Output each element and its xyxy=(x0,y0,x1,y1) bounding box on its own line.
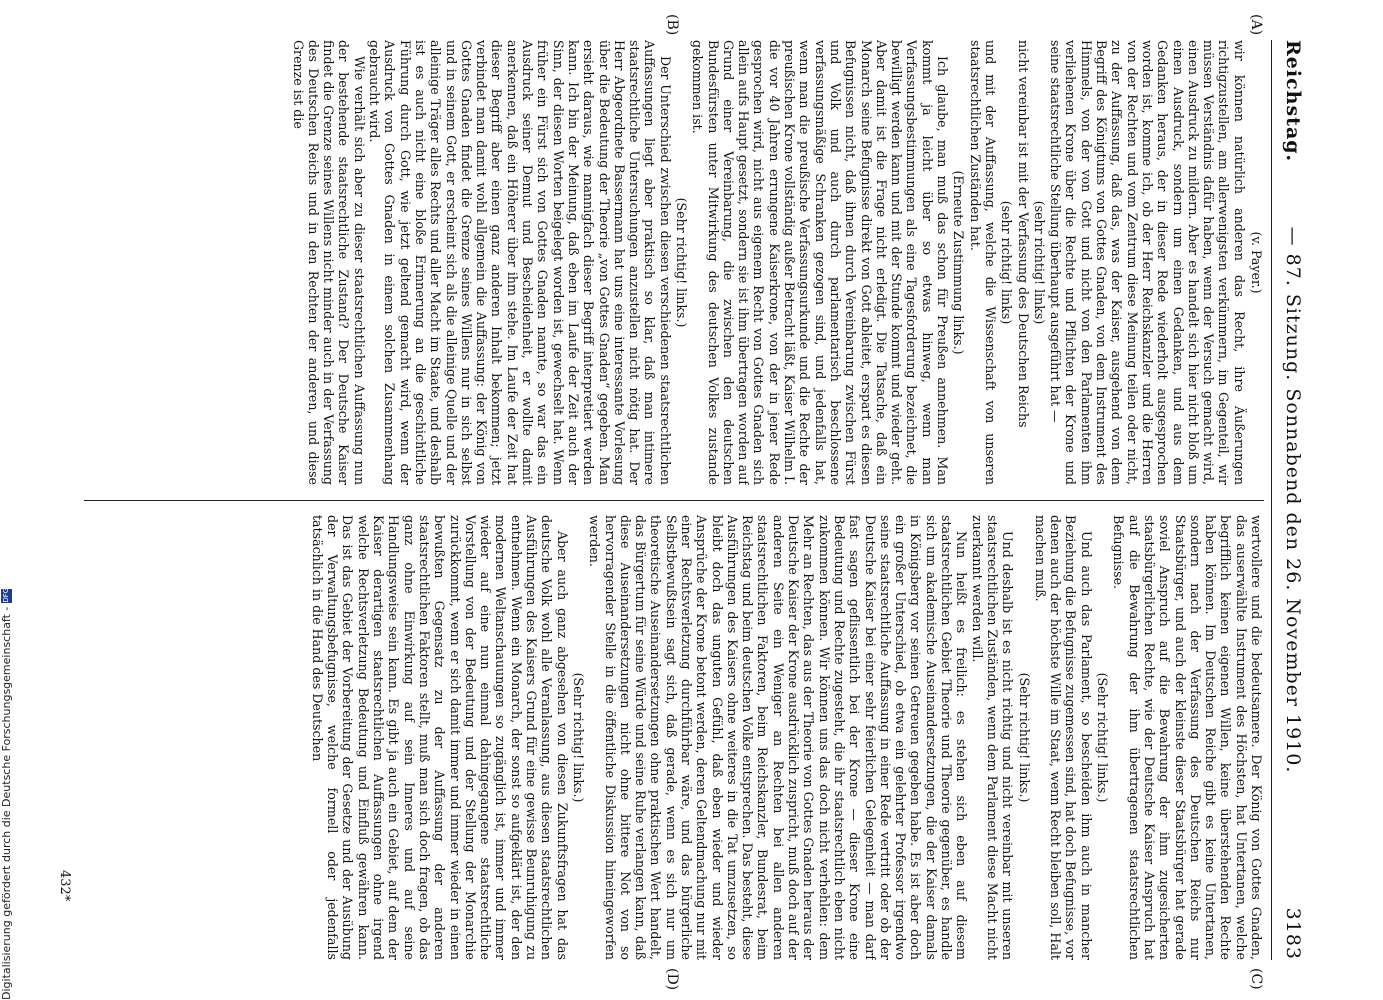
digitization-credit xyxy=(0,589,13,1000)
speaker-label: (v. Payer.) xyxy=(1249,231,1264,294)
paragraph: nicht vereinbar ist mit der Verfassung des Deutschen Reichs xyxy=(1015,40,1031,428)
interjection: (Erneute Zustimmung links.) xyxy=(951,170,967,355)
margin-marker-c: (C) xyxy=(1248,968,1264,990)
paragraph: Nun heißt es freilich: es stehen sich eben auf diesem staatsrechtlichen Gebiet Theorie und Theorie gegenüber, es handle sich um akademische Auseinandersetzungen, die der Kaiser damals in Königsberg vor seinen Getreuen gegeben habe. Es ist aber doch ein großer Unterschied, ob etwa ein gelehrter Professor irgendwo seine staatsrechtliche Auffassung in einer Rede vertritt oder ob der Deutsche Kaiser bei einer sehr feierlichen Gelegenheit — man darf fast sagen geflissentlich bei der Krone — dieser Krone eine Bedeutung und Rechte zugesteht, die ihr staatsrechtlich eben nicht zukommen können. Wir können uns das doch nicht verhehlen: dem Mehr an Rechten, das aus der Theorie von Gottes Gnaden heraus der Deutsche Kaiser der Krone ausdrücklich zuspricht, muß doch auf der anderen Seite ein Weniger an Rechten bei allen anderen staatsrechtlichen Faktoren, beim Reichskanzler, Bundesrat, beim Reichstag und beim deutschen Volke entsprechen. Das besteht, diese Ausführungen des Kaisers ohne weiteres in die Tat umzusetzen, so bleibt doch das unguten Gefühl, daß eben wieder und wieder Ansprüche der Krone betont werden, deren Geltendmachung nur mit einer Rechtsverletzung durchführbar wäre, und das bürgerliche Selbstbewußtsein sagt sich, daß gerade, wenn es sich nur um theoretische Auseinandersetzungen ohne praktischen Wert handelt, das Bürgertum für seine Würde und seine Ruhe verlangen kann, daß diese Auseinandersetzungen nicht ohne bittere Not von so hervorragender Stelle in die öffentliche Diskussion hineingeworfen werden. xyxy=(587,515,970,960)
paragraph: wir können natürlich anderen das Recht, ihre Äußerungen richtigzustellen, am allerwenigsten verkümmern, im Gegenteil, wir müssen Verständnis dafür haben, wenn der Versuch gemacht wird, einen Ausdruck zu mildern. Aber es handelt sich hier nicht bloß um einen Ausdruck, sondern um einen Gedanken, und aus dem Gedanken heraus, der in dieser Rede wiederholt ausgesprochen worden ist, komme ich, ob der Herr Reichskanzler und die Herren von der Rechten und vom Zentrum diese Meinung teilen oder nicht, zu der Auffassung, daß das, was der Kaiser, ausgehend von dem Begriff des Königtums von Gottes Gnaden, von dem Instrument des Himmels, von der von Gott und nicht von den Parlamenten ihm verliehenen Krone über die Rechte und Pflichten der Krone und seine staatsrechtliche Stellung überhaupt ausgeführt hat — xyxy=(1048,40,1247,485)
interjection: (Sehr richtig! links.) xyxy=(1095,672,1111,803)
paragraph: und mit der Auffassung, welche die Wissenschaft von unseren staatsrechtlichen Zuständen hat. xyxy=(967,40,998,485)
margin-marker-a: (A) xyxy=(1248,14,1264,36)
paragraph: Der Unterschied zwischen diesen verschiedenen staatsrechtlichen Auffassungen liegt aber praktisch so klar, daß man intimere staatsrechtliche Untersuchungen anzustellen nicht nötig hat. Der Herr Abgeordnete Bassermann hat uns eine interessante Vorlesung über die Bedeutung der Theorie „von Gottes Gnaden“ gegeben. Man ersieht daraus, wie mannigfach dieser Begriff interpretiert werden kann. Ich bin der Meinung, daß eben im Laufe der Zeit auch der Sinn, der diesen Worten beigelegt worden ist, gewechselt hat. Wenn früher ein Fürst sich von Gottes Gnaden nannte, so war das ein Ausdruck seiner Demut und Bescheidenheit, er wollte damit anerkennen, daß ein Höherer über ihm stehe. Im Laufe der Zeit hat dieser Begriff aber einen ganz anderen Inhalt bekommen; jetzt verbindet man damit wohl allgemein die Auffassung: der König von Gottes Gnaden findet die Grenze seines Willens nur in sich selbst und in seinem Gott, er erscheint sich als die alleinige Quelle und der alleinige Träger alles Rechts und aller Macht im Staate, und deshalb ist es auch nicht eine bloße Erinnerung an die geschichtliche Führung durch Gott, wie jetzt geltend gemacht wird, wenn der Ausdruck von Gottes Gnaden in einem solchen Zusammenhang gebraucht wird. xyxy=(367,40,673,485)
header-session: — 87. Sitzung. Sonnabend den 26. November 1910. xyxy=(1282,226,1304,774)
credit-text: Digitalisierung gefördert durch die Deutsche Forschungsgemeinschaft - xyxy=(0,606,13,1000)
paragraph: wertvollere und die bedeutsamere. Der König von Gottes Gnaden, das auserwählte Instrument des Höchsten, hat Untertanen, welche begrifflich keinen eigenen Willen, keine überstehenden Rechte haben können. Im Deutschen Reiche gibt es keine Untertanen, sondern nach der Verfassung des Deutschen Reichs nur Staatsbürger, und auch der kleinste dieser Staatsbürger hat gerade soviel Anspruch auf die Bewahrung der ihm zugesicherten staatsbürgerlichen Rechte, wie der Deutsche Kaiser Anspruch hat auf die Bewahrung der ihm übertragenen staatsrechtlichen Befugnisse. xyxy=(1111,515,1264,960)
margin-marker-d: (D) xyxy=(664,968,680,991)
page-header xyxy=(1276,40,1304,960)
dfg-logo-icon: DFG xyxy=(2,587,10,603)
header-title: Reichstag. xyxy=(1282,40,1304,163)
paragraph: Wie verhält sich aber zu dieser staatsrechtlichen Auffassung nun der bestehende staatsrechtliche Zustand? Der Deutsche Kaiser findet die Grenze seines Willens nicht minder auch in der Verfassung des Deutschen Reichs und in den Rechten der anderen, und diese Grenze ist die xyxy=(290,40,367,485)
interjection: (sehr richtig! links) xyxy=(999,200,1015,325)
document-page xyxy=(30,0,1320,1000)
paragraph: Aber auch ganz abgesehen von diesen Zukunftsfragen hat das deutsche Volk wohl alle Veranlassung, aus diesen staatsrechtlichen Ausführungen des Kaisers Grund für eine gewisse Beunruhigung zu entnehmen. Wenn ein Monarch, der sonst so aufgeklärt ist, der den modernen Weltanschauungen so zugänglich ist, immer und immer wieder auf eine nun einmal dahingegangene staatsrechtliche Vorstellung von der Bedeutung und der Stellung der Monarchie zurückkommt, wenn er sich damit immer und immer wieder in einen bewußten Gegensatz zu der Auffassung der anderen staatsrechtlichen Faktoren stellt, muß man sich doch fragen, ob das ganz ohne Einwirkung auf sein Inneres und auf seine Handlungsweise sein kann. Es gibt ja auch ein Gebiet, auf dem der Kaiser derartigen staatsrechtlichen Auffassungen ohne irgend welche Rechtsverletzung Bedeutung und Einfluß gewähren kann. Das ist das Gebiet der Vorbereitung der Gesetze und der Ausübung der Verwaltungsbefugnisse, welche formell oder jedenfalls tatsächlich in die Hand des Deutschen xyxy=(309,515,570,960)
interjection: (Sehr richtig! links.) xyxy=(570,672,586,803)
header-rule xyxy=(1271,40,1272,960)
left-column xyxy=(74,40,1264,485)
footer-signature: 432* xyxy=(57,870,72,902)
interjection: (Sehr richtig! links.) xyxy=(1016,672,1032,803)
paragraph: Und deshalb ist es nicht richtig und nicht vereinbar mit unseren staatsrechtlichen Zuständen, wenn dem Parlament diese Macht nicht zuerkannt werden will. xyxy=(969,515,1016,960)
column-divider xyxy=(84,500,1264,501)
paragraph: Ich glaube, man muß das schon für Preußen annehmen. Man kommt ja leicht über so etwas hinweg, wenn man Verfassungsbestimmungen als eine Tagesforderung bezeichnet, die bewilligt werden kann und mit der Stunde kommt und wieder geht. Aber damit ist die Frage nicht erledigt. Die Tatsache, daß ein Monarch seine Befugnisse direkt von Gott ableitet, erspart es diesen Befugnissen nicht, daß ihnen durch Vereinbarung zwischen Fürst und Volk und auch durch parlamentarisch beschlossene verfassungsmäßige Schranken gezogen sind, und jedenfalls hat, wenn man die preußische Verfassungsurkunde und die Rechte der preußischen Krone vollständig außer Betracht läßt, Kaiser Wilhelm I. die vor 40 Jahren errungene Kaiserkrone, von der in jener Rede gesprochen wird, nicht aus eigenem Recht von Gottes Gnaden sich allein aufs Haupt gesetzt, sondern sie ist ihm übertragen worden auf Grund einer Vereinbarung, die zwischen den deutschen Bundesfürsten unter Mitwirkung des deutschen Volkes zustande gekommen ist. xyxy=(690,40,951,485)
right-column xyxy=(74,515,1264,960)
margin-marker-b: (B) xyxy=(664,14,680,36)
interjection: (sehr richtig! links) xyxy=(1031,200,1047,325)
header-page-number: 3183 xyxy=(1282,907,1304,960)
paragraph: Und auch das Parlament, so bescheiden ihm auch in mancher Beziehung die Befugnisse zugemessen sind, hat doch Befugnisse, vor denen auch der höchste Wille im Staat, wenn Recht bleiben soll, Halt machen muß. xyxy=(1032,515,1094,960)
interjection: (Sehr richtig! links.) xyxy=(674,197,690,328)
